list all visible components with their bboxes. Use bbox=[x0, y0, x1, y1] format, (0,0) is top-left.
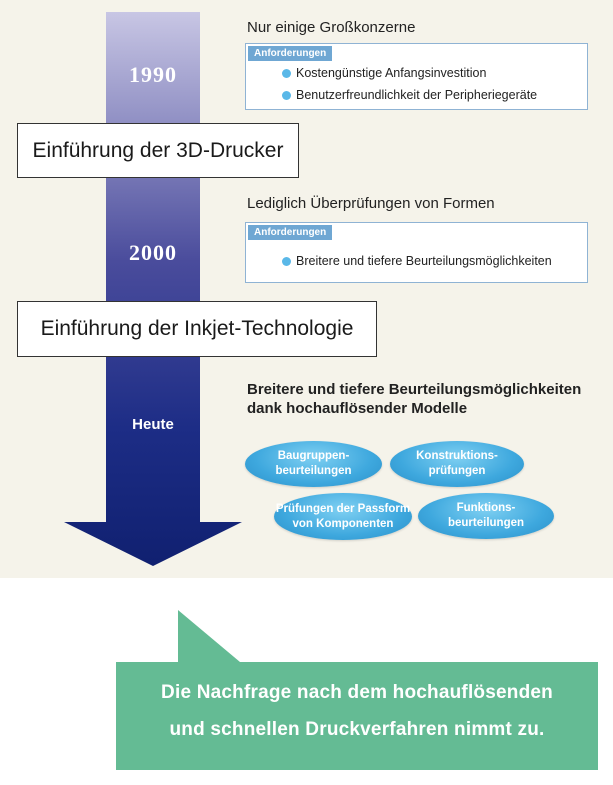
bullet-dot-icon bbox=[282, 257, 291, 266]
callout-line-2: und schnellen Druckverfahren nimmt zu. bbox=[169, 719, 545, 740]
year-2000: 2000 bbox=[129, 240, 177, 265]
period-2-heading: Lediglich Überprüfungen von Formen bbox=[247, 195, 495, 212]
requirements-tag: Anforderungen bbox=[248, 46, 332, 61]
requirement-item: Breitere und tiefere Beurteilungsmöglichkeiten bbox=[282, 250, 583, 272]
period-1-requirements bbox=[245, 43, 588, 110]
period-2-requirements bbox=[245, 222, 588, 283]
current-era-label: Heute bbox=[132, 416, 174, 433]
application-oval: Prüfungen der Passform von Komponenten bbox=[274, 493, 412, 540]
application-oval: Baugruppen- beurteilungen bbox=[245, 441, 382, 487]
year-1990: 1990 bbox=[129, 62, 177, 87]
bullet-dot-icon bbox=[282, 91, 291, 100]
period-1-heading: Nur einige Großkonzerne bbox=[247, 19, 416, 36]
callout-line-1: Die Nachfrage nach dem hochauflösenden bbox=[161, 682, 553, 703]
milestone-3d-printers: Einführung der 3D-Drucker bbox=[17, 123, 299, 178]
requirement-item: Kostengünstige Anfangsinvestition bbox=[282, 62, 583, 84]
bullet-dot-icon bbox=[282, 69, 291, 78]
application-oval: Funktions- beurteilungen bbox=[418, 493, 554, 539]
requirement-item: Benutzerfreundlichkeit der Peripheriegeräte bbox=[282, 84, 583, 106]
timeline-arrow bbox=[64, 12, 242, 566]
period-3-heading: Breitere und tiefere Beurteilungsmöglichkeiten dank hochauflösender Modelle bbox=[247, 381, 582, 417]
application-oval: Konstruktions- prüfungen bbox=[390, 441, 524, 487]
milestone-inkjet: Einführung der Inkjet-Technologie bbox=[17, 301, 377, 357]
requirements-tag: Anforderungen bbox=[248, 225, 332, 240]
